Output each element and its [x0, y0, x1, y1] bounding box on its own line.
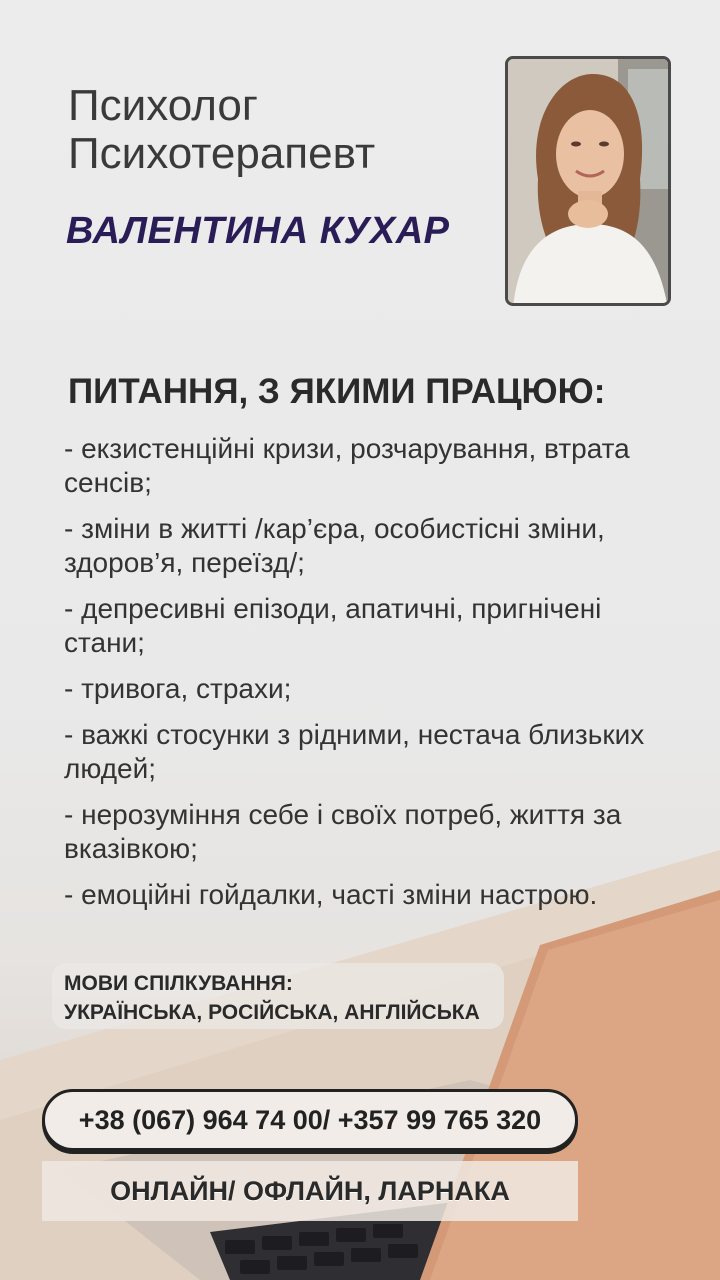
profession-title [68, 82, 375, 178]
consultation-mode-location: ОНЛАЙН/ ОФЛАЙН, ЛАРНАКА [42, 1161, 578, 1221]
profession-line-2: Психотерапевт [68, 129, 376, 178]
list-item: - емоційні гойдалки, часті зміни настрою. [64, 879, 598, 910]
languages-box [52, 963, 504, 1029]
issues-list [64, 432, 684, 924]
languages-label: МОВИ СПІЛКУВАННЯ: [64, 972, 293, 995]
languages-list: УКРАЇНСЬКА, РОСІЙСЬКА, АНГЛІЙСЬКА [64, 1001, 480, 1024]
issues-heading: ПИТАННЯ, З ЯКИМИ ПРАЦЮЮ: [68, 372, 606, 411]
phone-number-button[interactable]: +38 (067) 964 74 00/ +357 99 765 320 [42, 1089, 578, 1151]
list-item: - депресивні епізоди, апатичні, пригнічені стани; [64, 593, 602, 658]
list-item: - нерозуміння себе і своїх потреб, життя за вказівкою; [64, 799, 622, 864]
profession-line-1: Психолог [68, 81, 258, 130]
list-item: - екзистенційні кризи, розчарування, втрата сенсів; [64, 433, 630, 498]
list-item: - зміни в житті /кар’єра, особистісні зміни, здоров’я, переїзд/; [64, 513, 605, 578]
list-item: - тривога, страхи; [64, 673, 292, 704]
list-item: - важкі стосунки з рідними, нестача близьких людей; [64, 719, 645, 784]
psychologist-name: ВАЛЕНТИНА КУХАР [66, 210, 450, 252]
profile-photo [505, 56, 671, 306]
